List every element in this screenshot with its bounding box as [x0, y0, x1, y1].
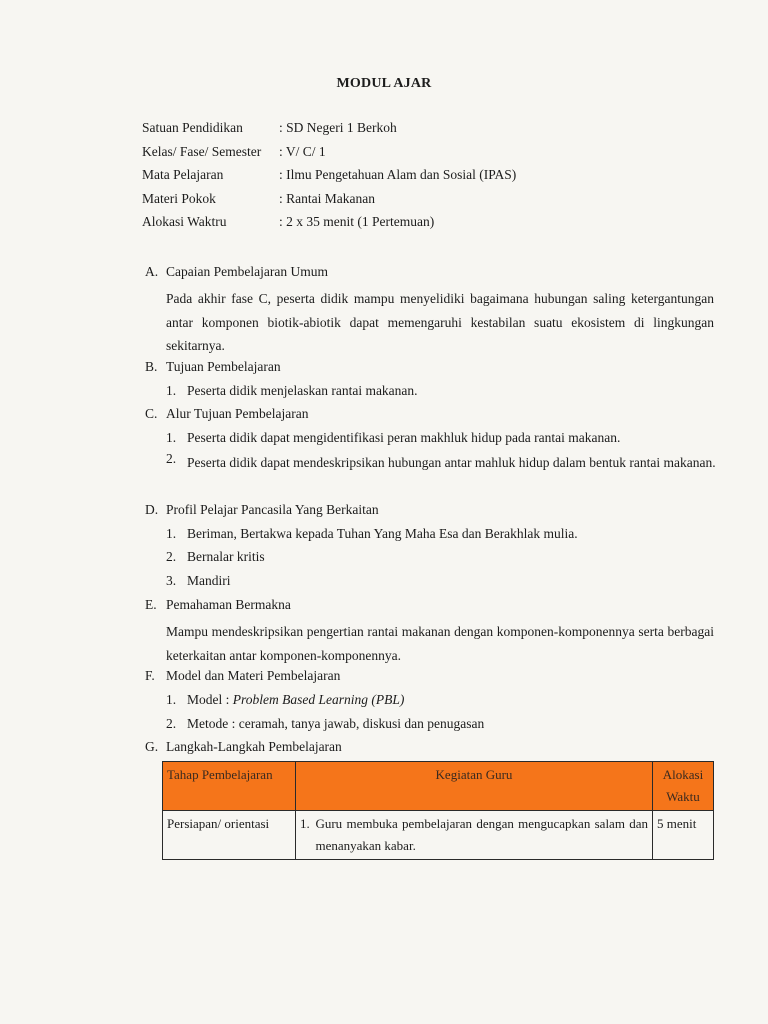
- activity-text: Guru membuka pembelajaran dengan mengucapkan salam dan menanyakan kabar.: [315, 816, 648, 853]
- section-letter: A.: [145, 264, 159, 279]
- list-number: 2.: [166, 451, 177, 466]
- model-prefix: Model :: [187, 692, 233, 707]
- list-text: Peserta didik dapat mengidentifikasi peran makhluk hidup pada rantai makanan.: [187, 430, 621, 445]
- section-letter: F.: [145, 668, 155, 683]
- meta-label: Alokasi Waktru: [142, 214, 227, 229]
- list-item: [166, 549, 265, 565]
- activity-number: 1.: [300, 816, 310, 831]
- model-name: Problem Based Learning (PBL): [232, 692, 405, 707]
- list-text: [187, 692, 404, 708]
- section-g-heading: [145, 739, 342, 755]
- meta-value: : 2 x 35 menit (1 Pertemuan): [279, 214, 435, 229]
- list-item: [166, 430, 620, 446]
- meta-label: Kelas/ Fase/ Semester: [142, 143, 262, 159]
- list-number: 2.: [166, 716, 177, 731]
- list-number: 2.: [166, 549, 177, 564]
- meta-row: [142, 191, 516, 215]
- section-title: Pemahaman Bermakna: [166, 597, 291, 612]
- header-stage: Tahap Pembelajaran: [163, 762, 296, 811]
- list-item: [166, 692, 404, 708]
- meta-row: [142, 214, 516, 238]
- section-d-heading: [145, 502, 379, 518]
- section-title: Capaian Pembelajaran Umum: [166, 264, 328, 279]
- list-item: [166, 526, 578, 542]
- section-title: Tujuan Pembelajaran: [166, 359, 281, 374]
- list-text: Peserta didik menjelaskan rantai makanan.: [187, 383, 418, 398]
- meta-label: Satuan Pendidikan: [142, 120, 243, 135]
- list-number: 3.: [166, 573, 177, 588]
- list-number: 1.: [166, 526, 177, 541]
- list-number: 1.: [166, 383, 177, 398]
- section-title: Langkah-Langkah Pembelajaran: [166, 739, 342, 754]
- cell-stage: Persiapan/ orientasi: [163, 811, 296, 860]
- section-letter: D.: [145, 502, 159, 517]
- section-letter: G.: [145, 739, 159, 754]
- list-text: Metode : ceramah, tanya jawab, diskusi dan penugasan: [187, 716, 485, 731]
- section-letter: E.: [145, 597, 157, 612]
- list-text: Beriman, Bertakwa kepada Tuhan Yang Maha Esa dan Berakhlak mulia.: [187, 526, 578, 541]
- list-item: [166, 383, 418, 399]
- list-text: Bernalar kritis: [187, 549, 265, 564]
- list-number: 1.: [166, 430, 177, 445]
- section-e-text: Mampu mendeskripsikan pengertian rantai makanan dengan komponen-komponennya serta berbagai keterkaitan antar komponen-komponennya.: [166, 624, 714, 663]
- table-header-row: [163, 762, 714, 811]
- steps-table: [162, 761, 714, 860]
- list-text: Mandiri: [187, 573, 231, 588]
- section-b-heading: [145, 359, 281, 375]
- meta-value: : V/ C/ 1: [279, 143, 326, 159]
- identity-block: [142, 120, 516, 238]
- list-number: 1.: [166, 692, 177, 707]
- document-title: MODUL AJAR: [336, 76, 432, 91]
- table-row: [163, 811, 714, 860]
- meta-label: Materi Pokok: [142, 190, 216, 206]
- section-a-text: Pada akhir fase C, peserta didik mampu menyelidiki bagaimana hubungan saling ketergantungan antar komponen biotik-abiotik dapat memengaruhi kestabilan suatu ekosistem di lingkungan sekitarnya.: [166, 291, 714, 353]
- meta-row: [142, 120, 516, 144]
- header-activity: Kegiatan Guru: [296, 762, 653, 811]
- header-time: Alokasi Waktu: [653, 762, 714, 811]
- section-title: Model dan Materi Pembelajaran: [166, 668, 341, 683]
- meta-label: Mata Pelajaran: [142, 167, 224, 182]
- meta-row: [142, 167, 516, 191]
- cell-time: 5 menit: [653, 811, 714, 860]
- meta-value: : Rantai Makanan: [279, 190, 375, 206]
- section-title: Alur Tujuan Pembelajaran: [166, 406, 309, 421]
- section-a-heading: [145, 264, 328, 280]
- section-letter: B.: [145, 359, 158, 374]
- meta-row: [142, 144, 516, 168]
- section-c-heading: [145, 406, 308, 422]
- meta-value: : SD Negeri 1 Berkoh: [279, 120, 397, 135]
- section-title: Profil Pelajar Pancasila Yang Berkaitan: [166, 502, 379, 517]
- section-letter: C.: [145, 406, 158, 421]
- meta-value: : Ilmu Pengetahuan Alam dan Sosial (IPAS): [279, 167, 517, 182]
- section-e-heading: [145, 597, 291, 613]
- list-item: [166, 716, 484, 732]
- section-f-heading: [145, 668, 340, 684]
- list-item: [166, 573, 231, 589]
- list-item: [166, 451, 717, 475]
- list-text: Peserta didik dapat mendeskripsikan hubungan antar mahluk hidup dalam bentuk rantai makanan.: [187, 455, 716, 470]
- cell-activity: [296, 811, 653, 860]
